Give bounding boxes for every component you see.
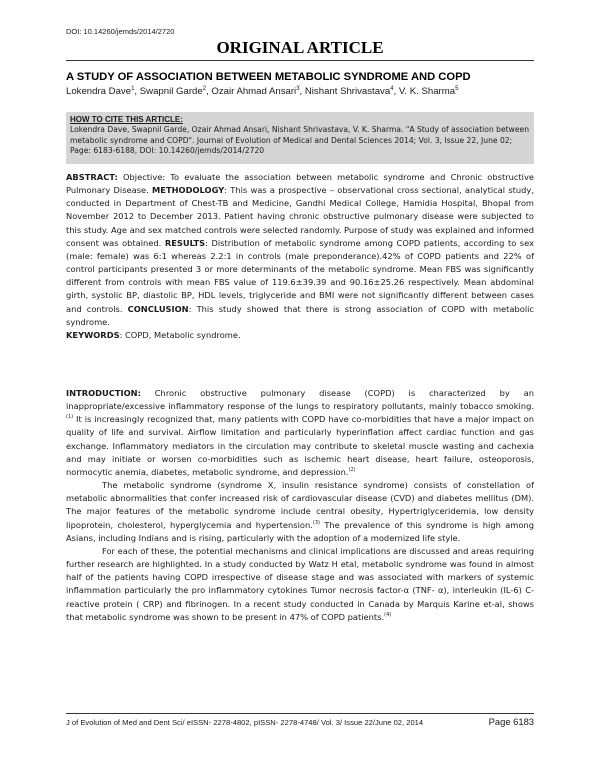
intro-text-2b: The prevalence of this syndrome is high among Asians, including Indians and is rising, particularly with the adoption of a modernized life style. — [66, 519, 534, 543]
intro-text-2a: The metabolic syndrome (syndrome X, insulin resistance syndrome) consists of constellation of metabolic abnormalities that confer increased risk of cardiovascular disease (CVD) and diabetes mellitus (DM). The major features of the metabolic syndrome include central obesity, Hypertriglyceridemia, low density lipoprotein, cholesterol, hyperglycemia and hypertension. — [66, 480, 534, 530]
abstract-methodology: : This was a prospective – observational cross sectional, analytical study, conducted in Department of Chest-TB and Medicine, Gandhi Medical College, Hamidia Hospital, Bhopal from November 2012 to December 2013. Patient having chronic obstructive pulmonary disease were subjected to this study. Age and sex matched controls were selected randomly. Purpose of study was explained and informed consent was obtained. — [66, 185, 534, 248]
abstract-section — [66, 171, 534, 342]
author-affiliation: 2 — [202, 86, 207, 92]
introduction-label: INTRODUCTION: — [66, 388, 141, 398]
intro-text-1a: Chronic obstructive pulmonary disease (COPD) is characterized by an inappropriate/excessive inflammatory response of the lungs to respiratory pollutants, mainly tobacco smoking. — [66, 388, 534, 412]
abstract-conclusion: : This study showed that there is strong association of COPD with metabolic syndrome. — [66, 303, 534, 327]
author-name: Swapnil Garde — [139, 86, 203, 98]
author-affiliation: 1 — [131, 86, 135, 92]
page-footer — [66, 716, 534, 727]
author-affiliation: 4 — [390, 86, 394, 92]
author-affiliation: 5 — [455, 86, 459, 92]
methodology-label: METHODOLOGY — [152, 185, 225, 196]
introduction-section — [66, 387, 534, 624]
author-name: Lokendra Dave — [66, 86, 132, 98]
abstract-results: : Distribution of metabolic syndrome among COPD patients, according to sex (male: female) was 6:1 whereas 2.2:1 in controls (male preponderance).42% of COPD patients and 22% of control participants presented 3 or more determinants of the metabolic syndrome. Mean FBS was significantly different from controls with mean FBS value of 119.6±39.39 and 90.16±25.26 respectively. Mean abdominal girth, systolic BP, diastolic BP, HDL levels, triglyceride and BMI were not significantly different between cases and controls. — [66, 237, 534, 314]
author-affiliation: 3 — [296, 86, 300, 92]
header-rule — [66, 60, 534, 61]
author-name: V. K. Sharma — [398, 86, 456, 98]
footer-journal: J of Evolution of Med and Dent Sci/ eISSN- 2278-4802, pISSN- 2278-4748/ Vol. 3/ Issue 22/June 02, 2014 — [66, 718, 424, 727]
abstract-label: ABSTRACT: — [66, 172, 118, 182]
citation-box — [66, 112, 534, 164]
citation-heading: HOW TO CITE THIS ARTICLE: — [70, 115, 183, 124]
page-number: Page 6183 — [488, 716, 534, 727]
citation-ref: (2) — [348, 467, 356, 474]
citation-ref: (4) — [384, 611, 392, 618]
footer-rule — [66, 713, 534, 714]
keywords-line — [66, 329, 534, 342]
citation-ref: (1) — [66, 414, 74, 421]
intro-text-1b: It is increasingly recognized that, many patients with COPD have co-morbidities that have a major impact on quality of life and survival. Airflow limitation and particularly hyperinflation affect cardiac function and gas exchange. Inflammatory mediators in the circulation may contribute to skeletal muscle wasting and cachexia and may initiate or worsen co-morbidities such as ischemic heart disease, heart failure, osteoporosis, normocytic anemia, diabetes, metabolic syndrome, and depression. — [66, 414, 534, 477]
conclusion-label: CONCLUSION — [127, 303, 189, 314]
abstract-paragraph — [66, 171, 534, 329]
citation-text: Lokendra Dave, Swapnil Garde, Ozair Ahmad Ansari, Nishant Shrivastava, V. K. Sharma. "A Study of association between metabolic syndrome and COPD". Journal of Evolution of Medical and Dental Sciences 2014; Vol. 3, Issue 22, June 02; Page: 6183-6188, DOI: 10.14260/jemds/2014/2720 — [70, 125, 530, 155]
author-name: Ozair Ahmad Ansari — [211, 86, 297, 98]
abstract-objective: Objective: To evaluate the association between metabolic syndrome and Chronic obstructive Pulmonary Disease. — [66, 172, 534, 196]
author-name: Nishant Shrivastava — [304, 86, 391, 98]
citation-ref: (3) — [312, 519, 320, 526]
article-title: A STUDY OF ASSOCIATION BETWEEN METABOLIC SYNDROME AND COPD — [66, 71, 471, 83]
intro-text-3a: For each of these, the potential mechanisms and clinical implications are discussed and areas requiring further research are highlighted. In a study conducted by Watz H etal, metabolic syndrome was found in almost half of the patients having COPD irrespective of disease stage and was associated with markers of systemic inflammation particularly the pro inflammatory cytokines Tumor necrosis factor-α (TNF- α), interleukin (IL-6) C-reactive protein ( CRP) and fibrinogen. In a recent study conducted in Canada by Marquis Karine et-al, shows that metabolic syndrome was shown to be present in 47% of COPD patients. — [66, 545, 534, 622]
article-type-heading: ORIGINAL ARTICLE — [216, 38, 384, 57]
results-label: RESULTS — [164, 237, 206, 248]
keywords-label: KEYWORDS — [66, 329, 120, 340]
author-list: Lokendra Dave$^1$, Swapnil Garde$^2$, Ozair Ahmad Ansari$^3$, Nishant Shrivastava$^4$, V. K. Sharma$^5$ — [66, 86, 459, 98]
intro-paragraph-1 — [66, 387, 534, 479]
intro-paragraph-2 — [66, 479, 534, 545]
keywords-text: : COPD, Metabolic syndrome. — [119, 329, 241, 340]
intro-paragraph-3 — [66, 545, 534, 624]
doi-label: DOI: 10.14260/jemds/2014/2720 — [66, 27, 175, 36]
